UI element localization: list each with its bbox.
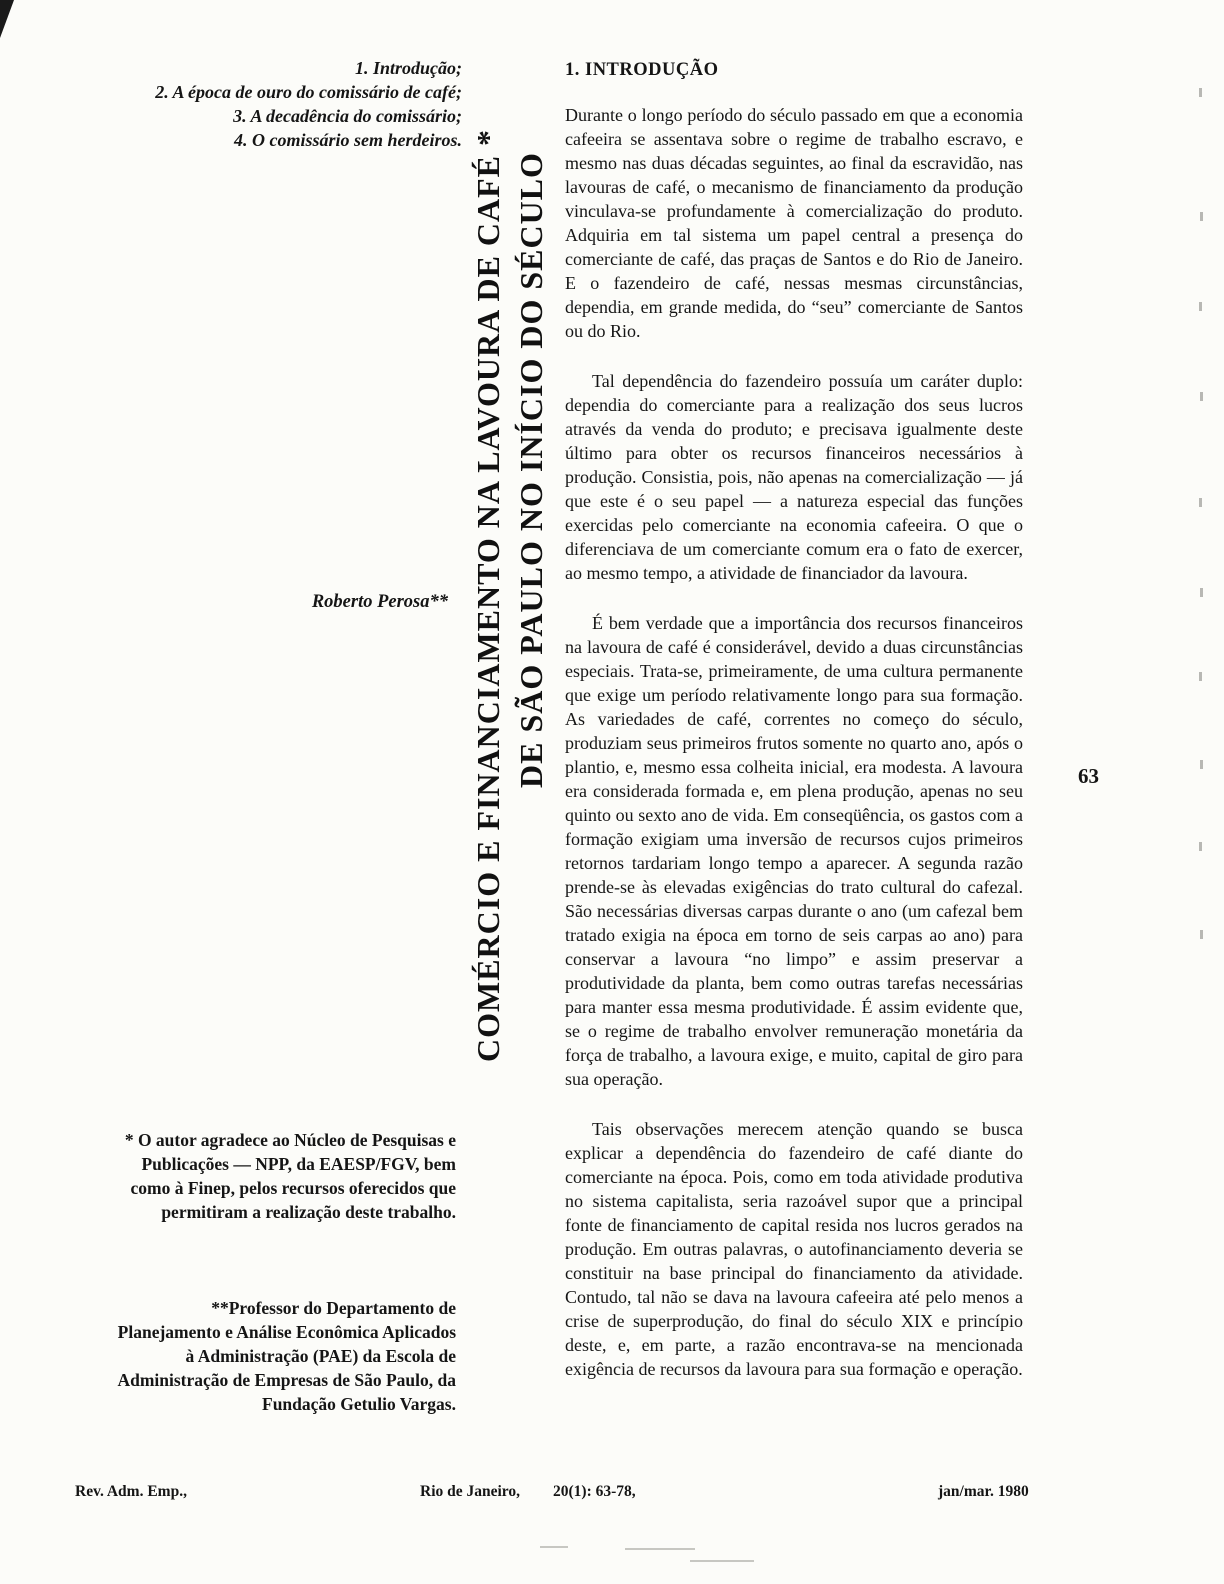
- paragraph-2: Tal dependência do fazendeiro possuía um caráter duplo: dependia do comerciante para a realização dos seus lucros através da venda do produto; e precisava igualmente deste último para obter os recursos financeiros necessários à produção. Consistia, pois, não apenas na comercialização — já que este é o seu papel — a natureza especial das funções exercidas pelo comerciante na economia cafeeira. O que o diferenciava de um comerciante comum era o fato de exercer, ao mesmo tempo, a atividade de financiador da lavoura.: [565, 371, 1023, 583]
- footnote-author-affiliation: **Professor do Departamento de Planejamento e Análise Econômica Aplicados à Administração (PAE) da Escola de Administração de Empresas de São Paulo, da Fundação Getulio Vargas.: [117, 1298, 456, 1414]
- scan-bottom-dash: [540, 1546, 568, 1548]
- body-text: [565, 103, 1023, 1381]
- page-number: 63: [1078, 764, 1099, 788]
- paragraph-1: Durante o longo período do século passado em que a economia cafeeira se assentava sobre o regime de trabalho escravo, e mesmo nas duas décadas seguintes, ao final da escravidão, nas lavouras de café, o mecanismo de financiamento da produção vinculava-se profundamente à comercialização do produto. Adquiria em tal sistema um papel central a presença do comerciante de café, das praças de Santos e do Rio de Janeiro. E o fazendeiro de café, nessas mesmas circunstâncias, dependia, em grande medida, do “seu” comerciante de Santos ou do Rio.: [565, 105, 1023, 341]
- article-title-line-1: COMÉRCIO E FINANCIAMENTO NA LAVOURA DE CAFÉ *: [470, 128, 506, 1062]
- outline-item-1: 1. Introdução;: [354, 58, 462, 78]
- scan-edge-tick: [1199, 842, 1202, 851]
- paragraph-4: Tais observações merecem atenção quando se busca explicar a dependência do fazendeiro de café diante do comerciante na época. Pois, como em toda atividade produtiva no sistema capitalista, seria razoável supor que a principal fonte de financiamento de capital resida nos lucros gerados na produção. Em outras palavras, o autofinanciamento deveria se constituir na base principal do financiamento da atividade. Contudo, tal não se dava na lavoura cafeeira até pelo menos a crise de superprodução, do final do século XIX e princípio deste, e, em parte, a razão encontrava-se na mencionada exigência de recursos da lavoura para sua formação e operação.: [565, 1119, 1023, 1379]
- scan-edge-tick: [1200, 760, 1203, 769]
- article-title-line-2: DE SÃO PAULO NO INÍCIO DO SÉCULO: [513, 152, 549, 788]
- footnote-author-thanks: * O autor agradece ao Núcleo de Pesquisas e Publicações — NPP, da EAESP/FGV, bem como à Finep, pelos recursos oferecidos que permitiram a realização deste trabalho.: [124, 1130, 456, 1222]
- section-heading: 1. INTRODUÇÃO: [565, 60, 719, 80]
- main-text-column: [565, 60, 1023, 1407]
- scan-edge-tick: [1200, 930, 1203, 939]
- author-name: Roberto Perosa**: [311, 592, 448, 612]
- scan-bottom-dash: [690, 1560, 754, 1562]
- footer-date: jan/mar. 1980: [938, 1483, 1029, 1500]
- scan-bottom-dash: [625, 1548, 695, 1550]
- footer-issue: 20(1): 63-78,: [553, 1483, 636, 1500]
- scan-edge-tick: [1199, 672, 1202, 681]
- scan-edge-tick: [1199, 302, 1202, 311]
- footer-journal: Rev. Adm. Emp.,: [75, 1483, 187, 1500]
- outline-item-2: 2. A época de ouro do comissário de café;: [155, 82, 462, 102]
- article-outline: [118, 56, 462, 152]
- scan-edge-tick: [1200, 588, 1203, 597]
- scan-edge-tick: [1200, 392, 1203, 401]
- scan-edge-tick: [1199, 498, 1202, 507]
- outline-item-4: 4. O comissário sem herdeiros.: [233, 130, 462, 150]
- scan-edge-tick: [1200, 212, 1203, 221]
- paragraph-3: É bem verdade que a importância dos recursos financeiros na lavoura de café é considerável, devido a duas circunstâncias especiais. Trata-se, primeiramente, de uma cultura permanente que exige um período relativamente longo para sua formação. As variedades de café, correntes no começo do século, produziam seus primeiros frutos somente no quarto ano, após o plantio, e, mesmo essa colheita inicial, era modesta. A lavoura era considerada formada e, em plena produção, apenas no seu quinto ou sexto ano de vida. Em conseqüência, os gastos com a formação exigiam uma inversão de recursos cujos primeiros retornos tardariam longo tempo a aparecer. A segunda razão prende-se às elevadas exigências do trato cultural do cafezal. São necessárias diversas carpas durante o ano (um cafezal bem tratado exigia na época em torno de seis carpas ao ano) para conservar a lavoura “no limpo” e assim preservar a produtividade da planta, bem como outras tarefas necessárias para manter essa mesma produtividade. É assim evidente que, se o regime de trabalho envolver remuneração monetária da força de trabalho, a lavoura exige, e muito, capital de giro para sua operação.: [565, 613, 1023, 1089]
- outline-item-3: 3. A decadência do comissário;: [233, 106, 462, 126]
- footer-city: Rio de Janeiro,: [420, 1483, 521, 1500]
- scan-corner-mark: [0, 0, 14, 38]
- scan-edge-tick: [1199, 88, 1202, 97]
